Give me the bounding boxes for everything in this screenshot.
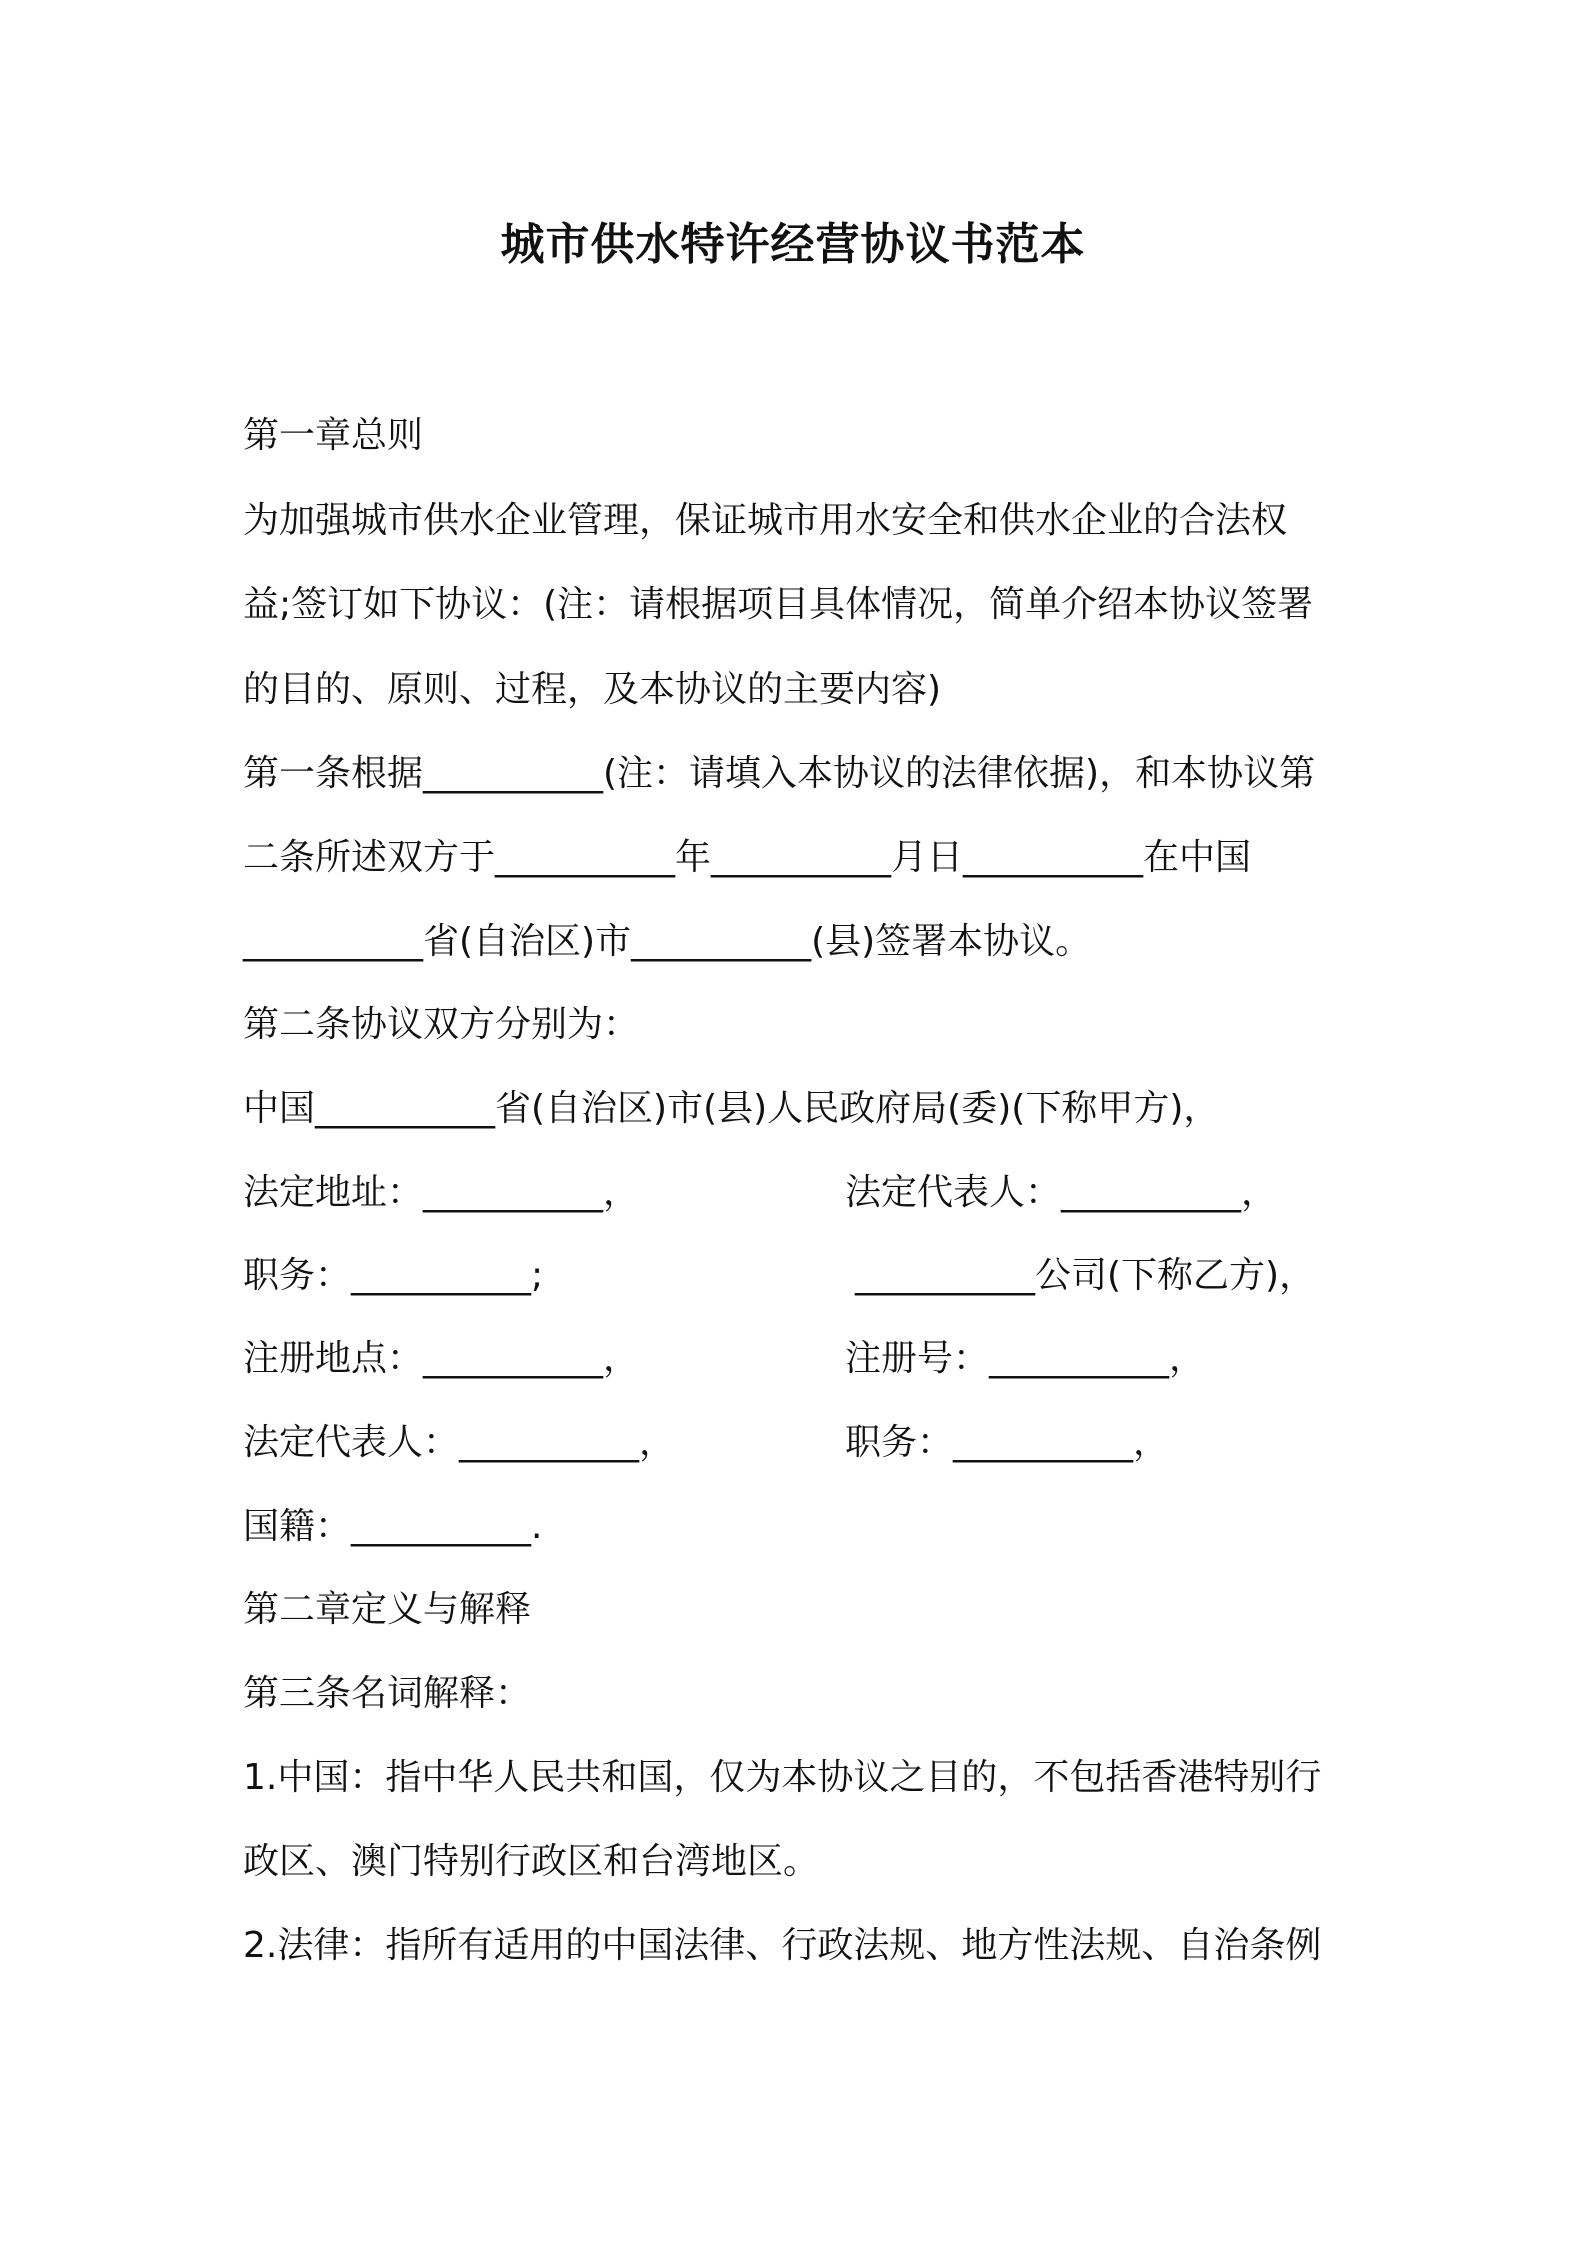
article-heading: 第二条协议双方分别为： [243,1004,640,1045]
field-position-b: 职务：__________， [845,1422,1170,1463]
chapter-heading: 第二章定义与解释 [243,1589,532,1630]
field-registered-place: 注册地点：__________， [243,1338,640,1379]
field-registration-number: 注册号：__________， [845,1338,1206,1379]
article-heading: 第三条名词解释： [243,1673,532,1714]
document-title: 城市供水特许经营协议书范本 [500,219,1086,270]
paragraph-line: 的目的、原则、过程，及本协议的主要内容) [243,669,942,710]
paragraph-line: 二条所述双方于__________年__________月日__________在中国 [243,837,1252,878]
paragraph-line: 政区、澳门特别行政区和台湾地区。 [243,1841,820,1882]
paragraph-line: 1.中国：指中华人民共和国，仅为本协议之目的，不包括香港特别行 [243,1757,1322,1798]
paragraph-line: 益;签订如下协议：(注：请根据项目具体情况，简单介绍本协议签署 [243,584,1314,625]
paragraph-line: 中国__________省(自治区)市(县)人民政府局(委)(下称甲方)， [243,1088,1220,1129]
paragraph-line: __________省(自治区)市__________(县)签署本协议。 [243,921,1092,962]
field-company-b: __________公司(下称乙方)， [855,1255,1316,1296]
paragraph-line: 2.法律：指所有适用的中国法律、行政法规、地方性法规、自治条例 [243,1925,1322,1966]
paragraph-line: 为加强城市供水企业管理，保证城市用水安全和供水企业的合法权 [243,500,1288,541]
paragraph-line: 第一条根据__________(注：请填入本协议的法律依据)，和本协议第 [243,753,1316,794]
field-nationality: 国籍：__________. [243,1506,543,1547]
field-legal-address: 法定地址：__________， [243,1172,640,1213]
field-legal-representative-b: 法定代表人：__________， [243,1422,676,1463]
field-position-a: 职务：__________; [243,1255,544,1296]
field-legal-representative-a: 法定代表人：__________， [845,1172,1278,1213]
chapter-heading: 第一章总则 [243,415,424,456]
